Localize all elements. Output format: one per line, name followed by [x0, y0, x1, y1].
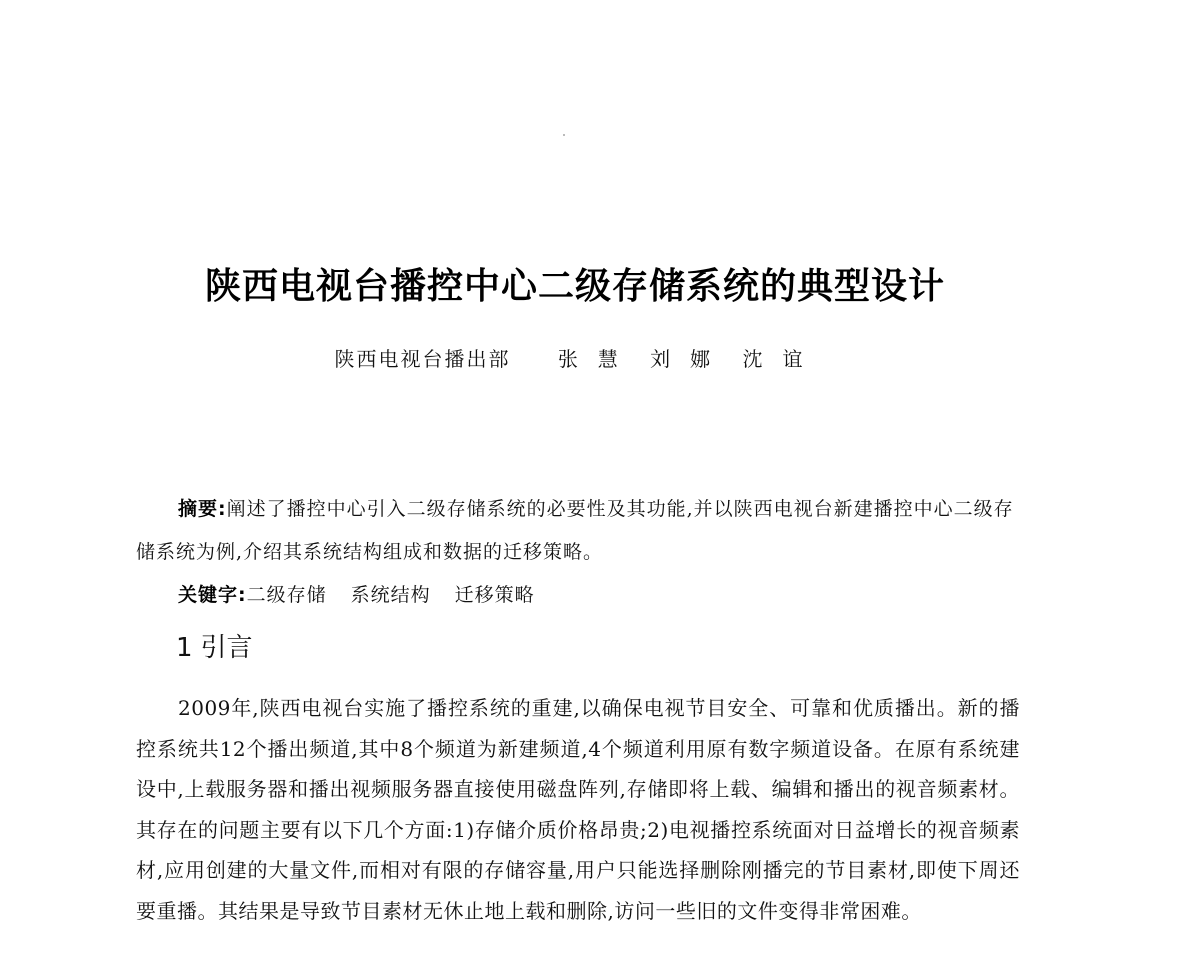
section-body — [136, 688, 1020, 931]
keyword: 二级存储 — [246, 584, 327, 606]
affiliation: 陕西电视台播出部 — [334, 347, 511, 371]
author-line — [0, 343, 1150, 372]
author-name: 张 慧 — [557, 347, 618, 371]
abstract-label: 摘要: — [178, 498, 227, 520]
abstract-paragraph — [136, 488, 1020, 574]
paper-title: 陕西电视台播控中心二级存储系统的典型设计 — [204, 265, 945, 307]
keywords-label: 关键字: — [178, 584, 247, 606]
body-paragraph: 2009年,陕西电视台实施了播控系统的重建,以确保电视节目安全、可靠和优质播出。新的播控系统共12个播出频道,其中8个频道为新建频道,4个频道利用原有数字频道设备。在原有系统建设中,上载服务器和播出视频服务器直接使用磁盘阵列,存储即将上载、编辑和播出的视音频素材。其存在的问题主要有以下几个方面:1)存储介质价格昂贵;2)电视播控系统面对日益增长的视音频素材,应用创建的大量文件,而相对有限的存储容量,用户只能选择删除刚播完的节目素材,即使下周还要重播。其结果是导致节目素材无休止地上载和删除,访问一些旧的文件变得非常困难。 — [136, 696, 1020, 923]
keywords-line — [136, 574, 1020, 617]
keyword: 系统结构 — [350, 584, 431, 606]
author-name: 沈 谊 — [742, 347, 803, 371]
section-heading — [176, 627, 253, 664]
section-title: 引言 — [200, 633, 253, 663]
abstract-text: 阐述了播控中心引入二级存储系统的必要性及其功能,并以陕西电视台新建播控中心二级存储系统为例,介绍其系统结构组成和数据的迁移策略。 — [136, 498, 1014, 563]
keyword: 迁移策略 — [454, 584, 535, 606]
abstract-section — [136, 488, 1020, 617]
scan-speck — [563, 134, 565, 136]
section-number: 1 — [176, 633, 193, 663]
author-name: 刘 娜 — [650, 347, 711, 371]
